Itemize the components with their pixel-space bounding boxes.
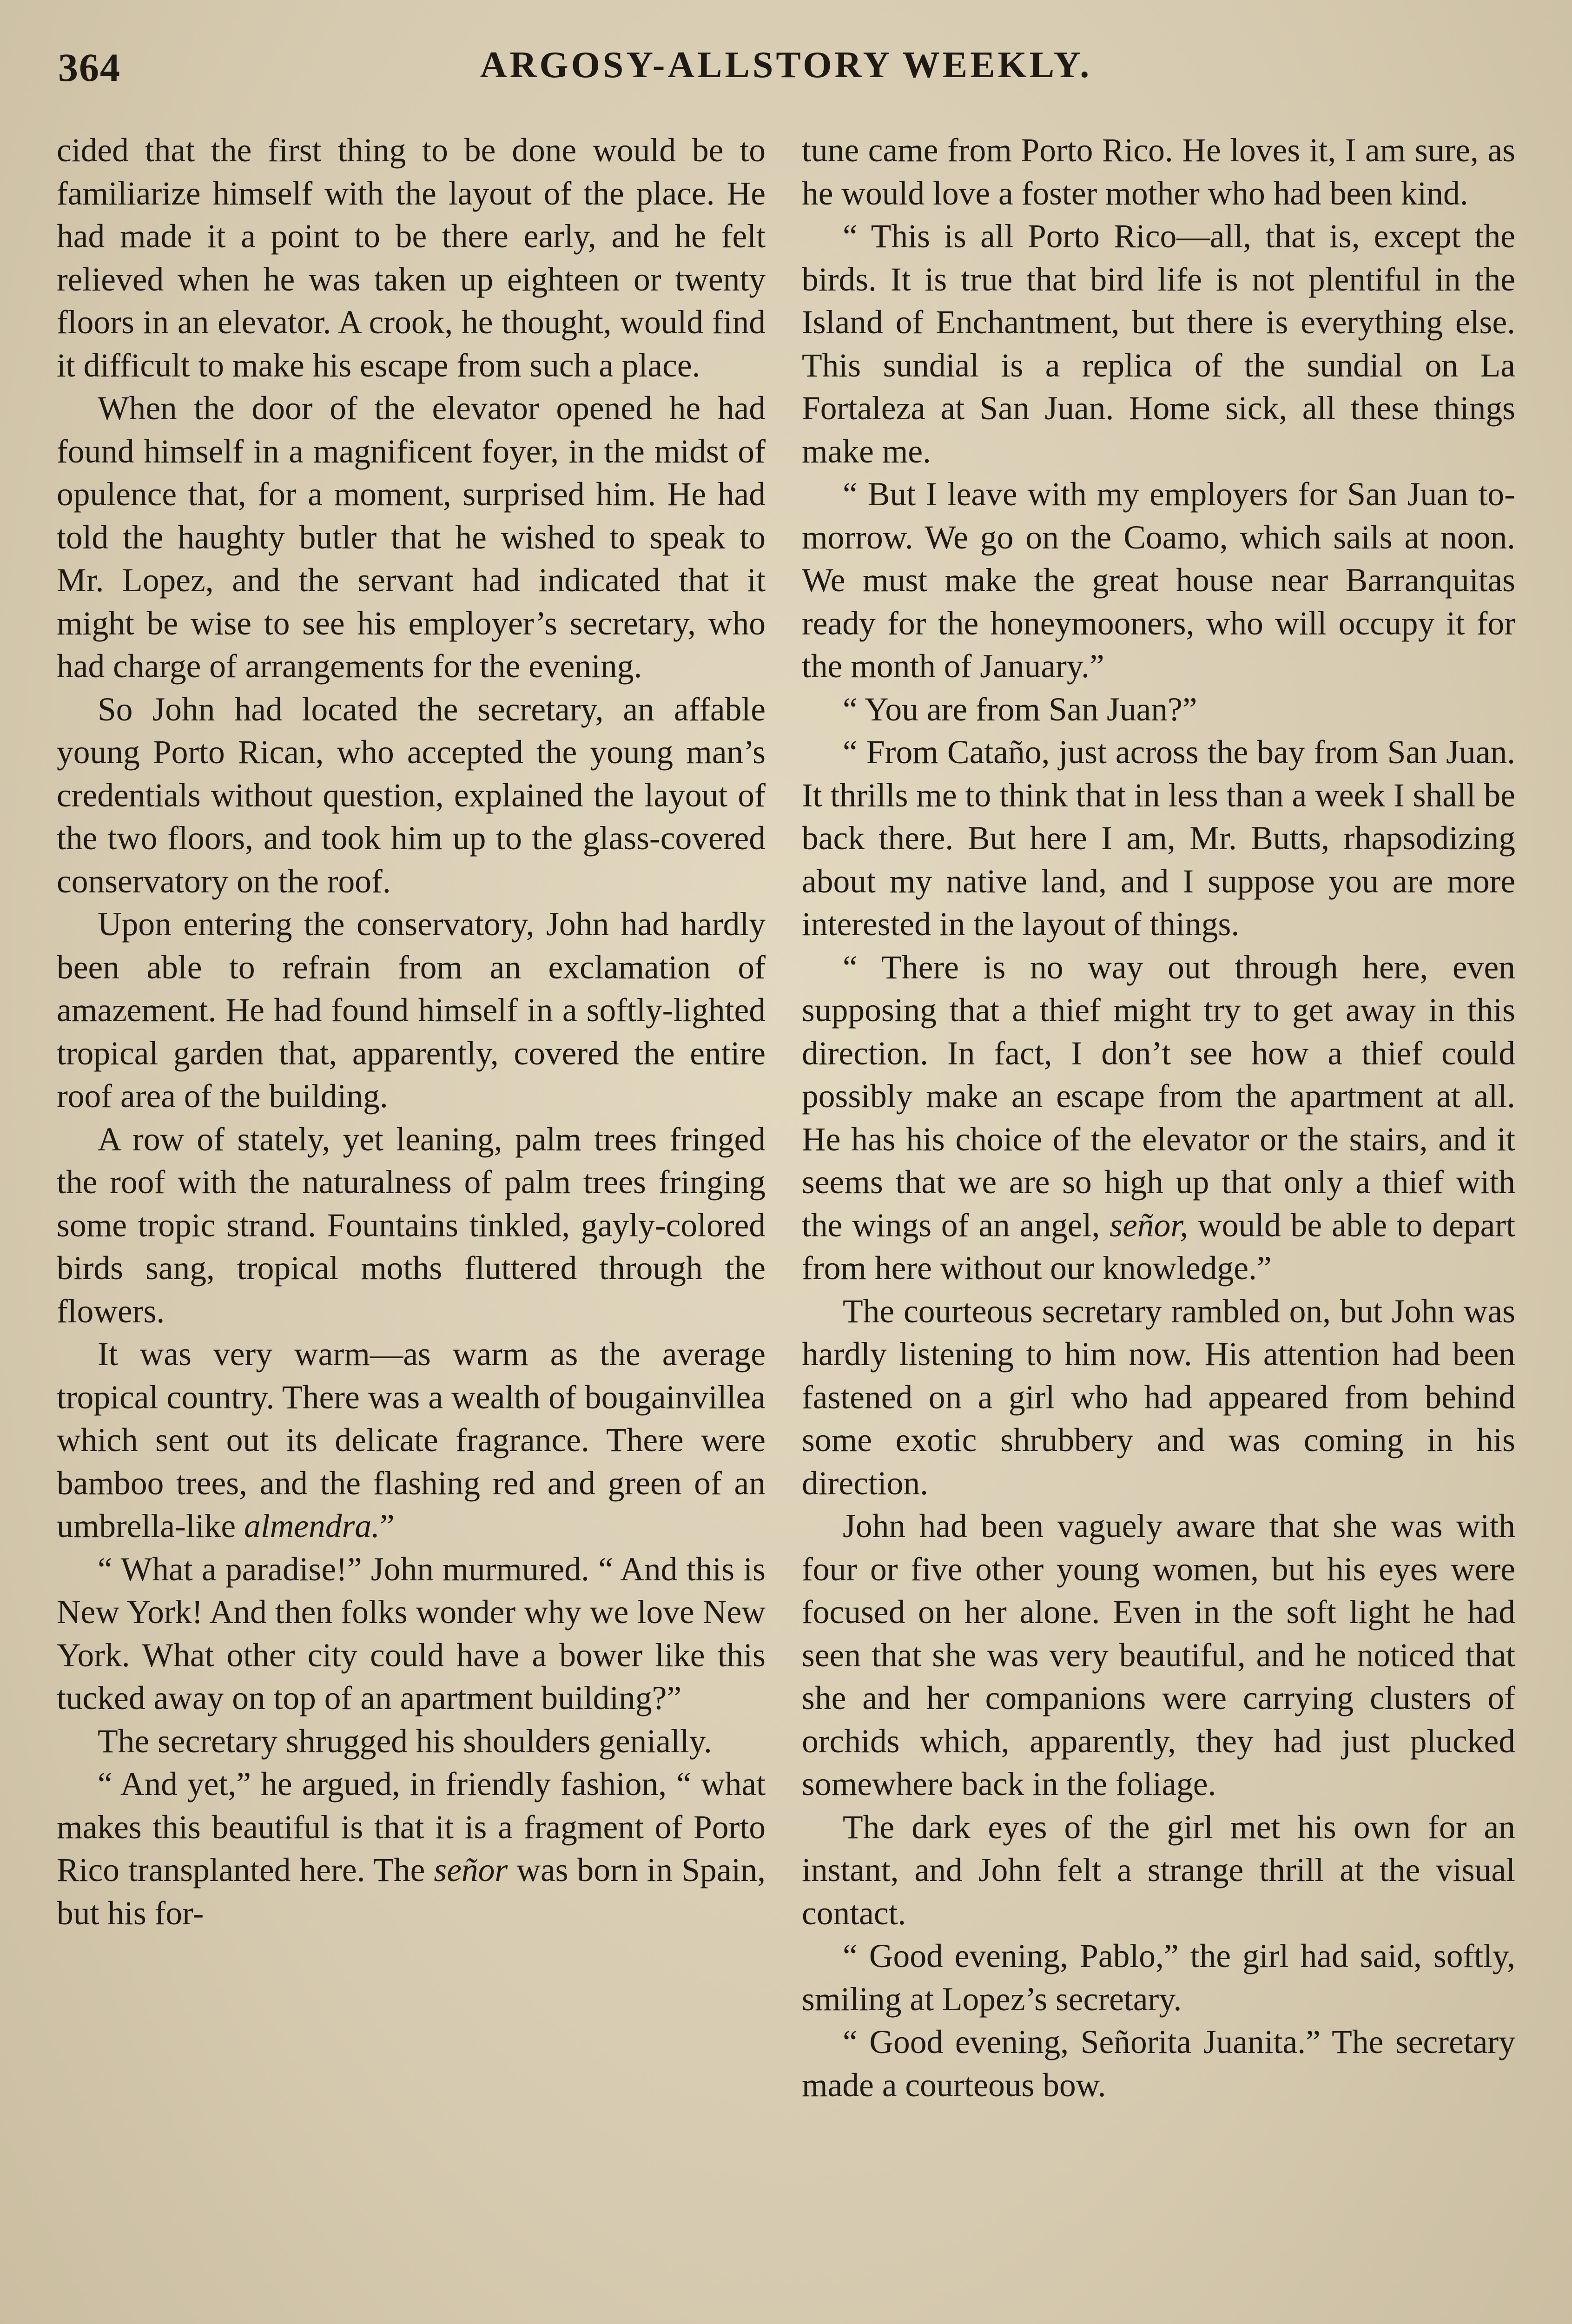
italic-word: señor	[434, 1852, 508, 1888]
paragraph: So John had located the secretary, an affable young Porto Rican, who accepted the young man’s credentials without question, explained the layout of the two floors, and took him up to the glass-covered conservatory on the roof.	[57, 691, 766, 900]
paragraph: When the door of the elevator opened he had found himself in a magnificent foyer, in the midst of opulence that, for a moment, surprised him. He had told the haughty butler that he wished to speak to Mr. Lopez, and the servant had indicated that it might be wise to see his employer’s secretary, who had charge of arrangements for the evening.	[57, 390, 766, 685]
paragraph: “ From Cataño, just across the bay from San Juan. It thrills me to think that in less than a week I shall be back there. But here I am, Mr. Butts, rhapsodizing about my native land, and I suppose you are more interested in the layout of things.	[802, 734, 1515, 943]
page-header	[58, 44, 1514, 95]
paragraph: “ This is all Porto Rico—all, that is, except the birds. It is true that bird life is not plentiful in the Island of Enchantment, but there is everything else. This sundial is a replica of the sundial on La Fortaleza at San Juan. Home sick, all these things make me.	[802, 218, 1515, 470]
paragraph: Upon entering the conservatory, John had hardly been able to refrain from an exclamation of amazement. He had found himself in a softly-lighted tropical garden that, apparently, covered the entire roof area of the building.	[57, 906, 766, 1115]
paragraph: John had been vaguely aware that she was with four or five other young women, but his eyes were focused on her alone. Even in the soft light he had seen that she was very beautiful, and he noticed that she and her companions were carrying clusters of orchids which, apparently, they had just plucked somewhere back in the foliage.	[802, 1508, 1515, 1802]
paragraph: cided that the first thing to be done would be to familiarize himself with the layout of the place. He had made it a point to be there early, and he felt relieved when he was taken up eighteen or twenty floors in an elevator. A crook, he thought, would find it difficult to make his escape from such a place.	[57, 132, 766, 384]
italic-word: almendra.	[244, 1508, 380, 1545]
left-column	[57, 129, 766, 1935]
paragraph: The secretary shrugged his shoulders genially.	[98, 1723, 712, 1760]
paragraph: A row of stately, yet leaning, palm trees fringed the roof with the naturalness of palm trees fringing some tropic strand. Fountains tinkled, gayly-colored birds sang, tropical moths fluttered through the flowers.	[57, 1121, 766, 1330]
paragraph: The courteous secretary rambled on, but John was hardly listening to him now. His attention had been fastened on a girl who had appeared from behind some exotic shrubbery and was coming in his direction.	[802, 1293, 1515, 1502]
paragraph: “ You are from San Juan?”	[843, 691, 1197, 728]
paragraph: “ There is no way out through here, even supposing that a thief might try to get away in this direction. In fact, I don’t see how a thief could possibly make an escape from the apartment at all. He has his choice of the elevator or the stairs, and it seems that we are so high up that only a thief with the wings of an angel, señor, would be able to depart from here without our knowledge.”	[802, 949, 1515, 1287]
paragraph: “ Good evening, Señorita Juanita.” The secretary made a courteous bow.	[802, 2024, 1515, 2104]
right-column	[802, 129, 1515, 2107]
paragraph: “ And yet,” he argued, in friendly fashion, “ what makes this beautiful is that it is a fragment of Porto Rico transplanted here. The señor was born in Spain, but his for-	[57, 1766, 766, 1932]
paragraph: “ But I leave with my employers for San Juan to-morrow. We go on the Coamo, which sails at noon. We must make the great house near Barranquitas ready for the honeymooners, who will occupy it for the month of January.”	[802, 476, 1515, 685]
paragraph: The dark eyes of the girl met his own for an instant, and John felt a strange thrill at the visual contact.	[802, 1809, 1515, 1932]
paragraph: tune came from Porto Rico. He loves it, I am sure, as he would love a foster mother who had been kind.	[802, 132, 1515, 212]
page-number: 364	[58, 45, 121, 90]
running-head: ARGOSY-ALLSTORY WEEKLY.	[480, 45, 1092, 86]
paragraph: “ What a paradise!” John murmured. “ And this is New York! And then folks wonder why we love New York. What other city could have a bower like this tucked away on top of an apartment building?”	[57, 1551, 766, 1717]
italic-word: señor,	[1110, 1207, 1189, 1244]
paragraph: It was very warm—as warm as the average tropical country. There was a wealth of bougainvillea which sent out its delicate fragrance. There were bamboo trees, and the flashing red and green of an umbrella-like almendra.”	[57, 1336, 766, 1545]
paragraph: “ Good evening, Pablo,” the girl had said, softly, smiling at Lopez’s secretary.	[802, 1938, 1515, 2018]
